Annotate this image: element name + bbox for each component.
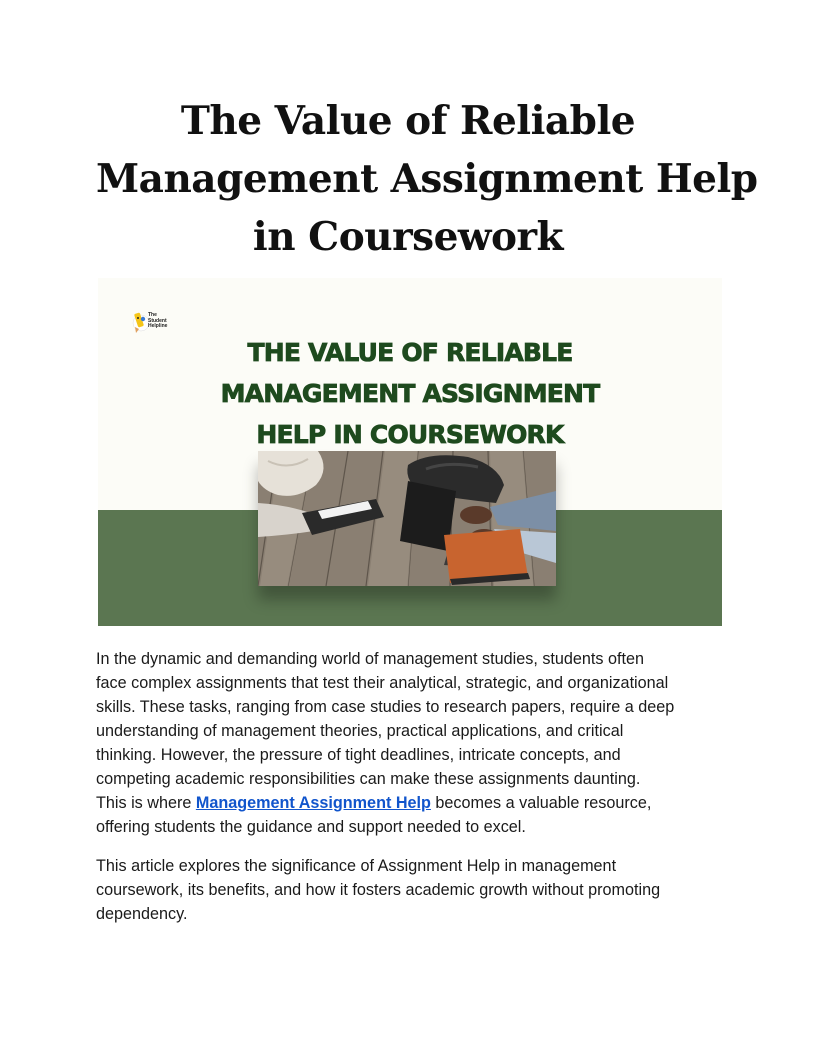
logo-text-line: The <box>148 312 157 318</box>
paragraph-line: coursework, its benefits, and how it fosters academic growth without promoting <box>96 881 661 899</box>
logo-wordmark <box>148 313 178 330</box>
logo-text-line: Student <box>148 317 167 324</box>
title-line-2: Management Assignment Help <box>96 156 758 202</box>
paragraph-line: In the dynamic and demanding world of management studies, students often <box>96 650 645 668</box>
banner-heading-line-2: MANAGEMENT ASSIGNMENT <box>220 379 600 408</box>
banner-heading-line-1: THE VALUE OF RELIABLE <box>247 338 573 367</box>
paragraph-line: face complex assignments that test their analytical, strategic, and organizational <box>96 674 669 692</box>
title-line-1: The Value of Reliable <box>180 98 636 144</box>
paragraph-line-with-link <box>96 791 726 815</box>
paragraph-line: thinking. However, the pressure of tight deadlines, intricate concepts, and <box>96 746 621 764</box>
paragraph-line: understanding of management theories, practical applications, and critical <box>96 722 624 740</box>
link-lead-text: This is where <box>96 794 196 812</box>
title-line-3: in Coursework <box>252 214 564 260</box>
logo-text-line: Helpline <box>148 323 168 329</box>
paragraph-line: competing academic responsibilities can make these assignments daunting. <box>96 770 641 788</box>
paragraph-line: skills. These tasks, ranging from case studies to research papers, require a deep <box>96 698 675 716</box>
paragraph-line: This article explores the significance of Assignment Help in management <box>96 857 617 875</box>
paragraph-line: dependency. <box>96 905 188 923</box>
intro-paragraph <box>96 647 726 839</box>
link-trail-text: becomes a valuable resource, <box>430 794 652 812</box>
banner-image <box>98 278 722 626</box>
banner-heading-line-3: HELP IN COURSEWORK <box>256 420 564 449</box>
document-title <box>96 92 758 266</box>
management-assignment-help-link[interactable]: Management Assignment Help <box>195 794 431 812</box>
students-photo <box>258 451 556 586</box>
students-photo-illustration <box>258 451 556 586</box>
paragraph-line: offering students the guidance and support needed to excel. <box>96 818 526 836</box>
second-paragraph <box>96 854 726 926</box>
banner-heading <box>98 332 722 455</box>
